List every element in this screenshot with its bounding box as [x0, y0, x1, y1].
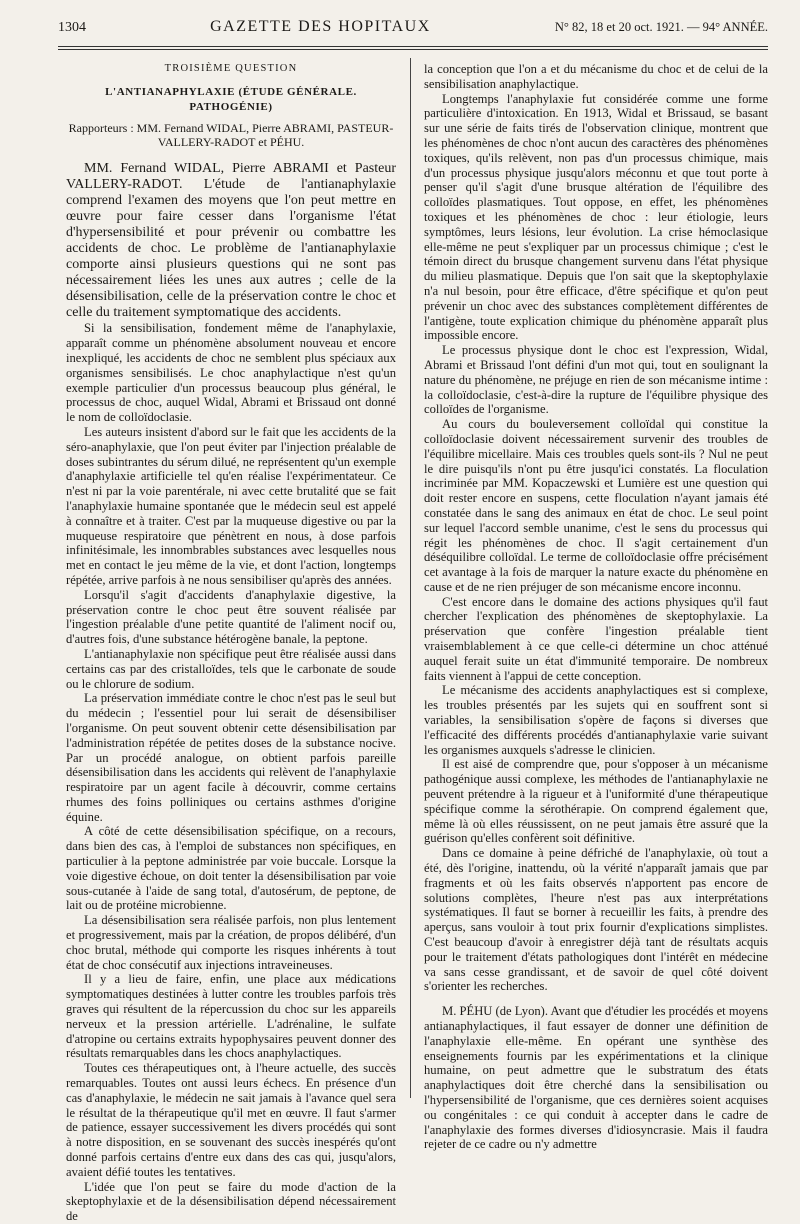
paragraph: M. PÉHU (de Lyon). Avant que d'étudier les procédés et moyens antianaphylactiques, il faut essayer de donner une définition de l'anaphylaxie elle-même. En opérant une synthèse des enseignements fournis par les expérimentations et la clinique humaine, on peut admettre que le substratum des états anaphylactiques doit être cherché dans la sensibilisation ou l'hypersensibilité de l'organisme, que ces dernières soient acquises ou congénitales : ce qui conduit à accepter dans le cadre de l'anaphylaxie des formes diverses d'idiosyncrasie. Mais il faudra rejeter de ce cadre ou n'y admettre [424, 1004, 768, 1152]
paragraph: L'antianaphylaxie non spécifique peut être réalisée aussi dans certains cas par des cristalloïdes, tels que le carbonate de soude ou le chlorure de sodium. [66, 646, 396, 691]
paragraph: Au cours du bouleversement colloïdal qui constitue la colloïdoclasie doivent nécessairement survenir des troubles de l'équilibre micellaire. Mais ces troubles quels sont-ils ? Nul ne peut le dire puisqu'ils n'ont pu être jusqu'ici constatés. La floculation incriminée par MM. Kopaczewski et Lumière est une question qui doit rester encore en suspens, cette floculation n'ayant jamais été constatée dans le sang des animaux en état de choc. Le seul point sur lequel l'accord semble unanime, c'est le sens du processus qui régit les phénomènes de choc. Il s'agit certainement d'un déséquilibre colloïdal. Le terme de colloïdoclasie offre précisément cet avantage à la fois de marquer la nature exacte du phénomène en cause et de ne rien préjuger de son mécanisme encore inconnu. [424, 417, 768, 594]
paragraph: A côté de cette désensibilisation spécifique, on a recours, dans bien des cas, à l'emploi de substances non spécifiques, en particulier à la peptone administrée par voie buccale. Lorsque la voie digestive échoue, on doit tenter la désensibilisation par voie sous-cutanée à l'aide de sang total, d'autosérum, de peptone, de lait ou de protéine microbienne. [66, 824, 396, 913]
page-header [58, 18, 768, 42]
section-subject: L'ANTIANAPHYLAXIE (ÉTUDE GÉNÉRALE. PATHOGÉNIE) [105, 85, 357, 113]
paragraph: Il y a lieu de faire, enfin, une place aux médications symptomatiques destinées à lutter contre les troubles parfois très graves qui résultent de la répercussion du choc sur les appareils nerveux et la pression artérielle. L'adrénaline, le sulfate d'atropine ou certains extraits hypophysaires peuvent donner des résultats remarquables dans les chocs anaphylactiques. [66, 972, 396, 1061]
paragraph: La préservation immédiate contre le choc n'est pas le seul but du médecin ; l'essentiel pour lui serait de désensibiliser l'organisme. On peut souvent obtenir cette désensibilisation par l'administration répétée de petites doses de la substance nocive. Par un procédé analogue, on obtient parfois pareille désensibilisation dans les accidents qui relèvent de l'anaphylaxie respiratoire par un agent facile à découvrir, comme certains rhumes des foins polliniques ou certains asthmes d'origine équine. [66, 691, 396, 824]
paragraph: Toutes ces thérapeutiques ont, à l'heure actuelle, des succès remarquables. Toutes ont aussi leurs échecs. En présence d'un cas d'anaphylaxie, le médecin ne sait jamais à l'avance quel sera le résultat de la thérapeutique qu'il met en œuvre. Il faut s'armer de patience, essayer successivement les divers procédés qui sont à notre disposition, en se souvenant des succès inespérés qu'ont donné parfois certains d'entre eux dans des cas qui, jusqu'alors, avaient défié toutes les tentatives. [66, 1061, 396, 1179]
left-column [66, 62, 396, 1224]
paragraph: C'est encore dans le domaine des actions physiques qu'il faut chercher l'explication des phénomènes de skeptophylaxie. La préservation que confère l'ingestion préalable tient vraisemblablement à ce que celle-ci détermine un choc atténué auquel ferait suite un état d'immunité temporaire. De nombreux faits viennent à l'appui de cette conception. [424, 594, 768, 683]
paragraph: La désensibilisation sera réalisée parfois, non plus lentement et progressivement, mais par la création, de propos délibéré, d'un choc brutal, méthode qui comporte les risques inhérents à tout état de choc consécutif aux injections intraveineuses. [66, 913, 396, 972]
paragraph: Lorsqu'il s'agit d'accidents d'anaphylaxie digestive, la préservation contre le choc peut être souvent réalisée par l'ingestion préalable d'une petite quantité de l'aliment nocif ou, d'autres fois, d'une substance hétérogène banale, la peptone. [66, 587, 396, 647]
column-divider [410, 58, 411, 1098]
header-rule-double [58, 49, 768, 50]
paragraph: Si la sensibilisation, fondement même de l'anaphylaxie, apparaît comme un phénomène absolument nouveau et encore inexpliqué, les accidents de choc ne semblent plus spéciaux aux organismes sensibilisés. Le choc anaphylactique n'est qu'un exemple particulier d'un processus beaucoup plus général, le processus de choc, auquel Widal, Abrami et Brissaud ont donné le nom de colloïdoclasie. [66, 321, 396, 425]
section-title: TROISIÈME QUESTION [164, 63, 298, 74]
paragraph: Dans ce domaine à peine défriché de l'anaphylaxie, où tout a été, dès l'origine, inattendu, où la vérité n'apparaît jamais que par fragments et où les faits observés n'apportent pas encore de solutions complètes, l'heure n'est pas aux interprétations systématiques. Il faut se borner à recueillir les faits, à prendre des aperçus, sans vouloir à tout prix fournir d'explications simplistes. C'est beaucoup d'avoir à enregistrer déjà tant de résultats acquis pour le traitement d'états pathologiques dont l'intérêt en médecine va sans cesse grandissant, et de savoir de quel côté doivent s'orienter les recherches. [424, 846, 768, 994]
reporters-line: Rapporteurs : MM. Fernand WIDAL, Pierre ABRAMI, PASTEUR-VALLERY-RADOT et PÉHU. [68, 121, 394, 150]
right-column [424, 62, 768, 1152]
page-number: 1304 [58, 20, 86, 35]
journal-title: GAZETTE DES HOPITAUX [210, 18, 431, 35]
header-rule [58, 46, 768, 47]
paragraph: la conception que l'on a et du mécanisme du choc et de celui de la sensibilisation anaphylactique. [424, 62, 768, 91]
issue-info: N° 82, 18 et 20 oct. 1921. — 94° ANNÉE. [554, 20, 768, 34]
paragraph: Le mécanisme des accidents anaphylactiques est si complexe, les troubles présentés par les sujets qui en souffrent sont si variables, la sensibilisation s'opère de façons si diverses que l'efficacité des différents procédés d'antianaphylaxie varie suivant les organismes auxquels s'adresse le clinicien. [424, 683, 768, 757]
paragraph: Il est aisé de comprendre que, pour s'opposer à un mécanisme pathogénique aussi complexe, les méthodes de l'antianaphylaxie ne peuvent prétendre à la rigueur et à l'uniformité d'une thérapeutique spécifique comme la sérothérapie. On comprend également que, même là où elles réussissent, on ne peut jamais être assuré que la guérison qu'elles confèrent soit définitive. [424, 757, 768, 846]
paragraph: L'idée que l'on peut se faire du mode d'action de la skeptophylaxie et de la désensibilisation dépend nécessairement de [66, 1179, 396, 1224]
paragraph: Longtemps l'anaphylaxie fut considérée comme une forme particulière d'intoxication. En 1913, Widal et Brissaud, se basant sur une série de faits tirés de l'observation clinique, montrent que les phénomènes de choc n'ont aucun des caractères des phénomènes toxiques, qu'ils relèvent, non pas d'un processus chimique, mais d'un processus physique jusqu'alors méconnu et que tout porte à penser qu'il s'agit d'une brusque altération de l'équilibre des colloïdes plasmatiques. Tout oppose, en effet, les phénomènes toxiques et les phénomènes de choc : leur étiologie, leurs symptômes, leurs lésions, leur évolution. La crise hémoclasique elle-même ne peut s'expliquer par un processus chimique ; c'est le témoin direct du brusque changement survenu dans l'état physique du milieu plasmatique. Depuis que l'on sait que la skeptophylaxie n'a nul besoin, pour être efficace, d'être spécifique et qu'on peut prévenir un choc avec des substances complètement différentes de l'antigène, toute explication chimique du phénomène apparaît plus impossible encore. [424, 91, 768, 343]
paragraph: Le processus physique dont le choc est l'expression, Widal, Abrami et Brissaud l'ont défini d'un mot qui, tout en soulignant la nature du phénomène, ne préjuge en rien de son mécanisme intime : la colloïdoclasie, c'est-à-dire la rupture de l'équilibre physique des colloïdes de l'organisme. [424, 343, 768, 417]
paragraph: Les auteurs insistent d'abord sur le fait que les accidents de la séro-anaphylaxie, que l'on peut éviter par l'injection préalable de doses subintrantes du sérum dilué, ne représentent qu'un exemple d'anaphylaxie artificielle tel qu'en réalise l'expérimentateur. Ce n'est ni par la voie parentérale, ni avec cette brutalité que se fait l'anaphylaxie humaine spontanée que le médecin seul est appelé à connaître et à traiter. C'est par la muqueuse digestive ou par la muqueuse respiratoire que pénètrent en nous, à dose parfois infinitésimale, les innombrables substances avec lesquelles nous met en contact le jeu même de la vie, et dont l'action, longtemps répétée, arrive parfois à ne nous sensibiliser qu'après des années. [66, 424, 396, 587]
spacer [424, 994, 768, 1004]
paragraph: MM. Fernand WIDAL, Pierre ABRAMI et Pasteur VALLERY-RADOT. L'étude de l'antianaphylaxie comprend l'examen des moyens que l'on peut mettre en œuvre pour faire cesser dans l'organisme l'état d'hypersensibilité et pour prévenir ou combattre les accidents de choc. Le problème de l'antianaphylaxie comporte ainsi plusieurs questions qui ne sont pas nécessairement liées les unes aux autres ; celle de la désensibilisation, celle de la préservation contre le choc et celle du traitement symptomatique des accidents. [66, 161, 396, 321]
